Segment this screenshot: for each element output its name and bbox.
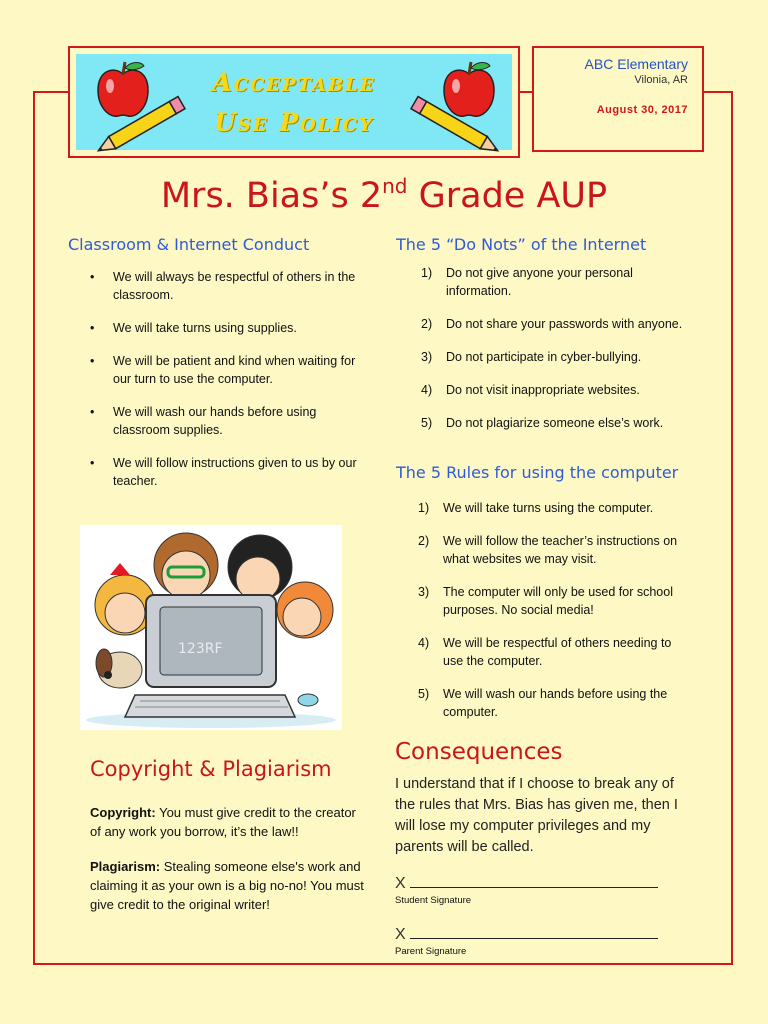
list-item: • We will wash our hands before using classroom supplies.	[90, 403, 370, 439]
student-signature-label: Student Signature	[395, 895, 472, 906]
list-item: 1) Do not give anyone your personal information.	[421, 266, 633, 298]
signature-mark: X	[395, 926, 406, 943]
list-item: 3) The computer will only be used for school purposes. No social media!	[418, 585, 673, 617]
document-date: August 30, 2017	[596, 104, 688, 116]
list-item: 5) Do not plagiarize someone else’s work.	[421, 416, 664, 430]
consequences-heading: Consequences	[395, 739, 563, 765]
donots-list	[421, 264, 691, 432]
plagiarism-label: Plagiarism:	[90, 859, 161, 874]
title-suffix: Grade AUP	[407, 176, 608, 216]
conduct-heading: Classroom & Internet Conduct	[68, 235, 310, 254]
school-info-box	[532, 46, 704, 152]
list-item: • We will take turns using supplies.	[90, 319, 370, 337]
plagiarism-text: Stealing someone else's work and claiming it as your own is a big no-no! You must give credit to the original writer!	[90, 859, 364, 912]
title-prefix: Mrs. Bias’s 2	[160, 176, 383, 216]
donots-heading: The 5 “Do Nots” of the Internet	[396, 235, 647, 254]
banner-title-line2: Use Policy	[214, 108, 374, 137]
parent-signature-line[interactable]	[395, 924, 658, 944]
conduct-list	[90, 268, 370, 505]
rules-list	[418, 499, 680, 721]
banner-background	[76, 54, 512, 150]
list-item: 4) We will be respectful of others needing to use the computer.	[418, 636, 672, 668]
list-item: • We will be patient and kind when waiting for our turn to use the computer.	[90, 352, 370, 388]
rules-heading: The 5 Rules for using the computer	[396, 463, 679, 482]
aup-banner	[68, 46, 520, 158]
kids-computer-illustration	[80, 525, 342, 730]
pencil-right-icon	[398, 94, 508, 158]
copyright-label: Copyright:	[90, 805, 156, 820]
title-superscript: nd	[382, 174, 408, 198]
copyright-paragraph	[90, 803, 370, 841]
parent-signature-label: Parent Signature	[395, 946, 467, 957]
school-name: ABC Elementary	[584, 56, 688, 72]
list-item: • We will follow instructions given to us by our teacher.	[90, 454, 370, 490]
signature-blank[interactable]	[410, 924, 658, 939]
banner-title-line1: Acceptable	[212, 68, 376, 97]
list-item: 3) Do not participate in cyber-bullying.	[421, 350, 642, 364]
kids-computer-icon	[80, 525, 342, 730]
signature-blank[interactable]	[410, 873, 658, 888]
signature-mark: X	[395, 875, 406, 892]
copyright-text: You must give credit to the creator of any work you borrow, it’s the law!!	[90, 805, 356, 839]
copyright-heading: Copyright & Plagiarism	[90, 757, 332, 781]
plagiarism-paragraph	[90, 857, 370, 914]
page-title	[0, 176, 768, 216]
student-signature-line[interactable]	[395, 873, 658, 893]
consequences-text: I understand that if I choose to break any of the rules that Mrs. Bias has given me, then I will lose my computer privileges and my parents will be called.	[395, 776, 678, 855]
list-item: • We will always be respectful of others in the classroom.	[90, 268, 370, 304]
watermark-text: 123RF	[178, 641, 223, 657]
list-item: 2) We will follow the teacher’s instructions on what websites we may visit.	[418, 534, 678, 566]
list-item: 2) Do not share your passwords with anyone.	[421, 317, 683, 331]
list-item: 4) Do not visit inappropriate websites.	[421, 383, 640, 397]
list-item: 1) We will take turns using the computer.	[418, 501, 654, 515]
list-item: 5) We will wash our hands before using the computer.	[418, 687, 668, 719]
school-city: Vilonia, AR	[634, 74, 688, 86]
